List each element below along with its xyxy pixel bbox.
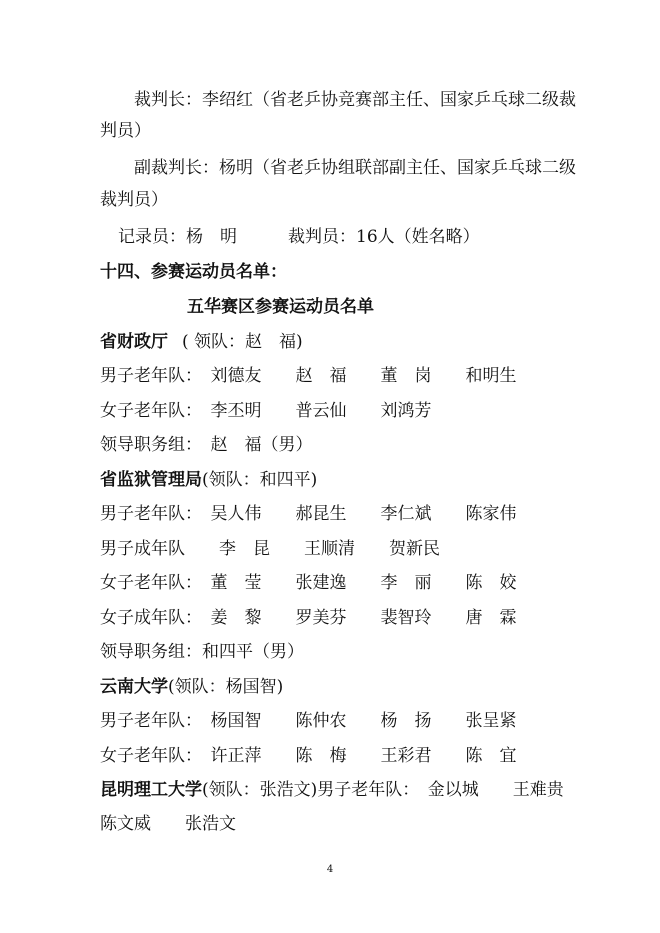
org-name: 省财政厅 <box>100 332 168 352</box>
district-heading: 五华赛区参赛运动员名单 <box>187 297 374 317</box>
org-line-yunnan-university <box>100 675 283 699</box>
team-line: 领导职务组：和四平（男） <box>100 642 304 662</box>
section-heading: 十四、参赛运动员名单： <box>100 262 287 282</box>
org-leader: (领队：张浩文)男子老年队： 金以城 王难贵 <box>202 780 564 800</box>
team-line: 男子成年队 李 昆 王顺清 贺新民 <box>100 539 440 559</box>
team-line: 领导职务组： 赵 福（男） <box>100 435 313 455</box>
org-name: 省监狱管理局 <box>100 470 202 490</box>
org-name: 昆明理工大学 <box>100 780 202 800</box>
org-line-kunming-tech <box>100 778 564 802</box>
org-leader: (领队：和四平) <box>202 470 318 490</box>
recorder-line: 记录员：杨 明 裁判员：16人（姓名略） <box>118 227 480 247</box>
team-line: 男子老年队： 刘德友 赵 福 董 岗 和明生 <box>100 366 517 386</box>
team-line: 女子老年队： 许正萍 陈 梅 王彩君 陈 宜 <box>100 746 517 766</box>
team-line: 男子老年队： 杨国智 陈仲农 杨 扬 张呈紧 <box>100 711 517 731</box>
org-line-finance <box>100 330 303 354</box>
deputy-referee-line: 副裁判长：杨明（省老乒协组联部副主任、国家乒乓球二级 <box>134 158 576 178</box>
page-number: 4 <box>326 864 334 875</box>
org-name: 云南大学 <box>100 677 168 697</box>
org-line-prison <box>100 468 317 492</box>
org-leader: ( 领队：赵 福) <box>182 332 303 352</box>
team-line: 女子成年队： 姜 黎 罗美芬 裴智玲 唐 霖 <box>100 608 517 628</box>
deputy-referee-line-cont: 裁判员） <box>100 190 168 210</box>
team-line: 女子老年队： 李丕明 普云仙 刘鸿芳 <box>100 401 432 421</box>
referee-chief-line-cont: 判员） <box>100 121 151 141</box>
referee-chief-line: 裁判长：李绍红（省老乒协竞赛部主任、国家乒乓球二级裁 <box>134 90 576 110</box>
team-line: 女子老年队： 董 莹 张建逸 李 丽 陈 姣 <box>100 573 517 593</box>
team-line: 陈文威 张浩文 <box>100 814 236 834</box>
org-leader: (领队：杨国智) <box>168 677 284 697</box>
team-line: 男子老年队： 吴人伟 郝昆生 李仁斌 陈家伟 <box>100 504 517 524</box>
